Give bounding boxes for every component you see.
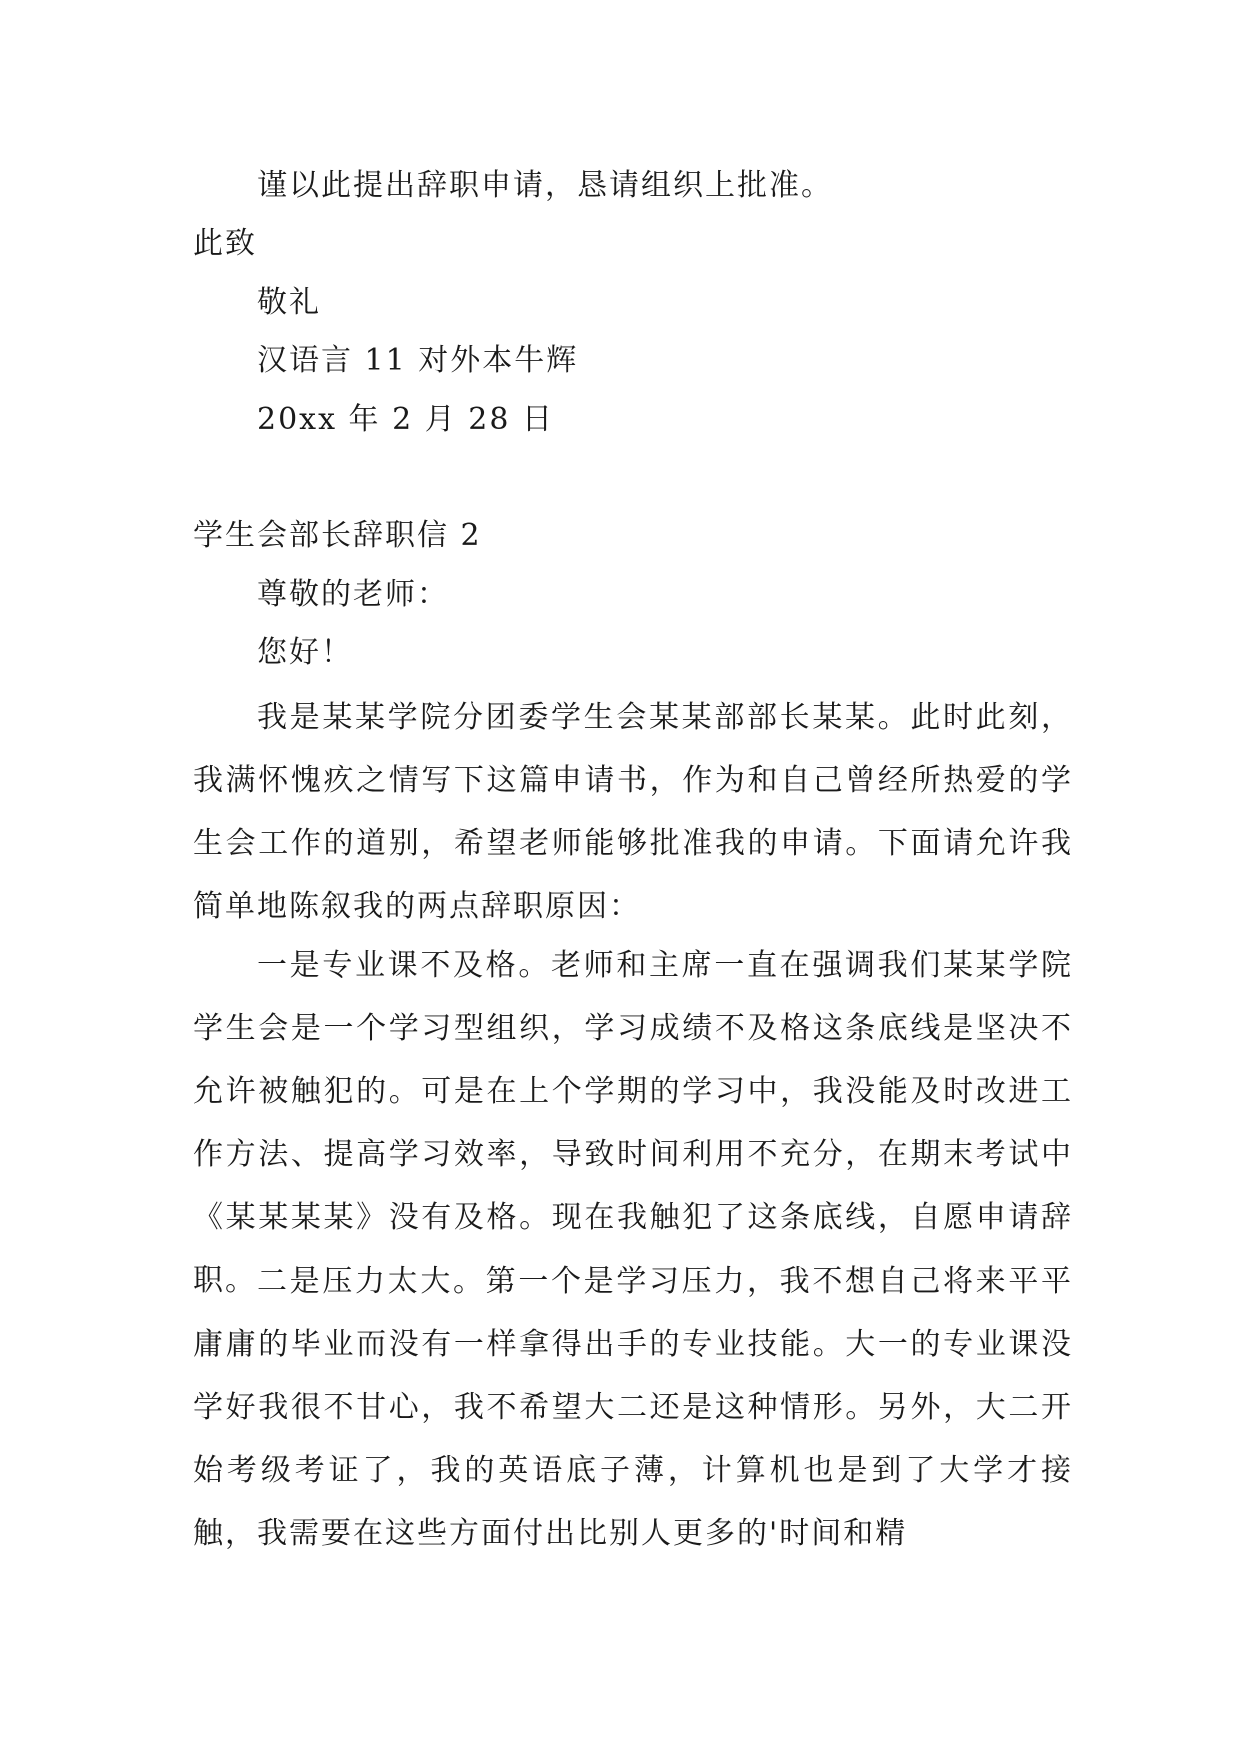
- salutation-jingli: 敬礼: [257, 285, 321, 320]
- hello: 您好！: [257, 635, 353, 670]
- body-paragraph-reason-1: 一是专业课不及格。老师和主席一直在强调我们某某学院学生会是一个学习型组织，学习成绩不及格这条底线是坚决不允许被触犯的。可是在上个学期的学习中，我没能及时改进工作方法、提高学习效率，导致时间利用不充分，在期末考试中《某某某某》没有及格。现在我触犯了这条底线，自愿申请辞职。: [193, 948, 1073, 1298]
- date: 20xx 年 2 月 28 日: [257, 402, 554, 437]
- letter-title: 学生会部长辞职信 2: [193, 518, 482, 553]
- greeting: 尊敬的老师：: [257, 577, 449, 612]
- salutation-cizhi: 此致: [193, 226, 257, 261]
- body-paragraph-intro: 我是某某学院分团委学生会某某部部长某某。此时此刻，我满怀愧疚之情写下这篇申请书，作为和自己曾经所热爱的学生会工作的道别，希望老师能够批准我的申请。下面请允许我简单地陈叙我的两点辞职原因：: [193, 700, 1073, 924]
- body-paragraph-reason-2: 二是压力太大。第一个是学习压力，我不想自己将来平平庸庸的毕业而没有一样拿得出手的专业技能。大一的专业课没学好我很不甘心，我不希望大二还是这种情形。另外，大二开始考级考证了，我的英语底子薄，计算机也是到了大学才接触，我需要在这些方面付出比别人更多的'时间和精: [193, 1264, 1073, 1551]
- signature: 汉语言 11 对外本牛辉: [257, 343, 579, 378]
- closing-sentence: 谨以此提出辞职申请，恳请组织上批准。: [257, 168, 833, 203]
